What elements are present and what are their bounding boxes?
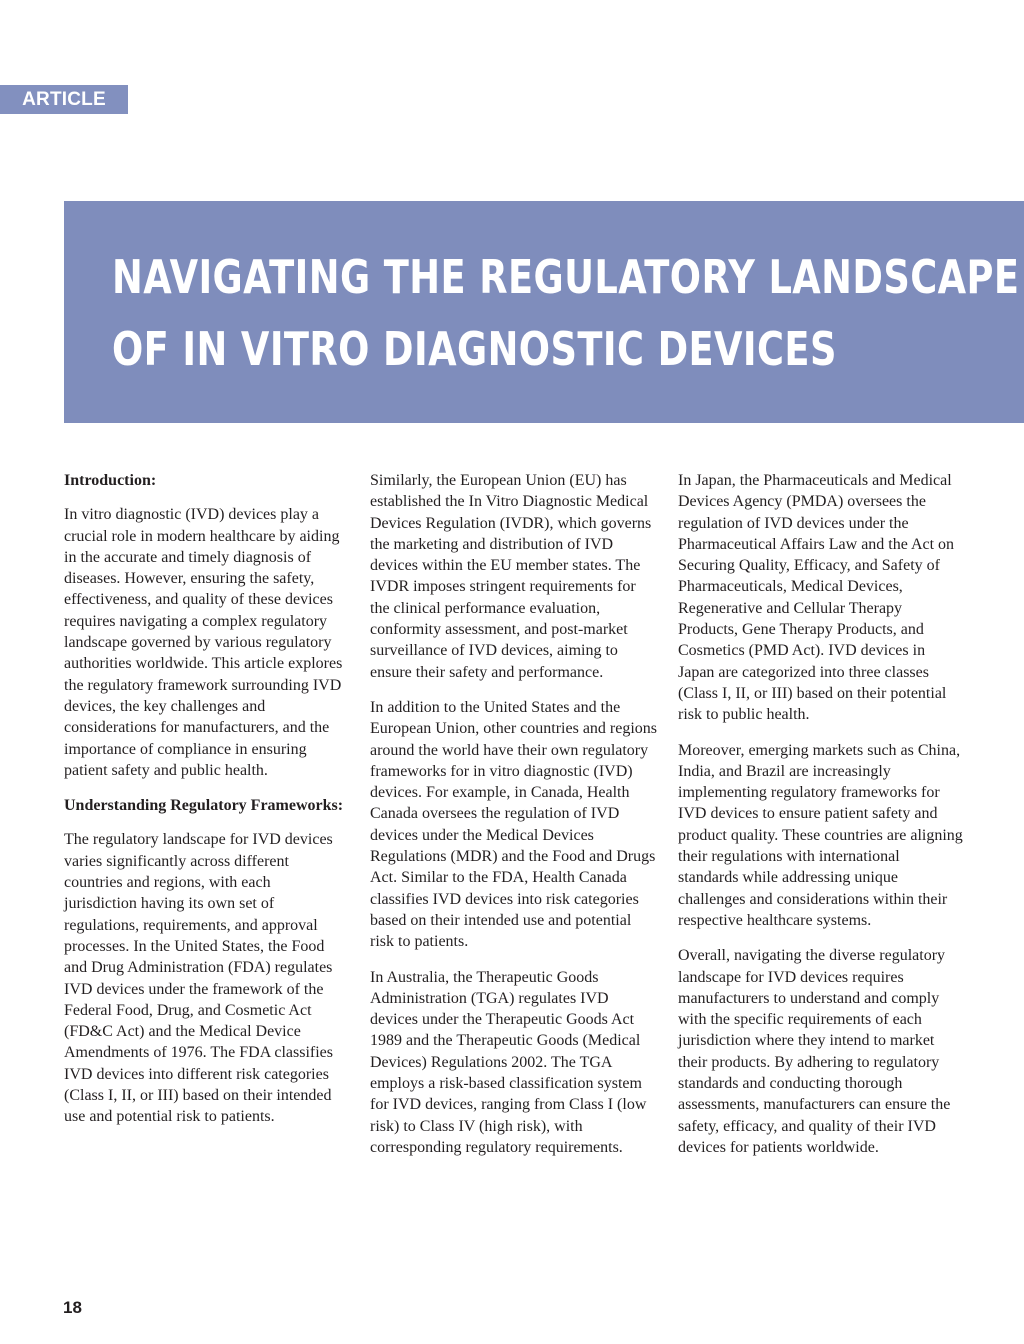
column-2: [370, 470, 658, 1172]
section-tag: ARTICLE: [0, 85, 128, 114]
paragraph-conclusion: Overall, navigating the diverse regulatory landscape for IVD devices requires manufacturers to understand and comply with the specific requirements of each jurisdiction where they intend to market their products. By adhering to regulatory standards and conducting thorough assessments, manufacturers can ensure the safety, efficacy, and quality of their IVD devices for patients worldwide.: [678, 947, 951, 1156]
paragraph-us-regulation: The regulatory landscape for IVD devices varies significantly across different countries and regions, with each jurisdiction having its own set of regulations, requirements, and approval processes. In the United States, the Food and Drug Administration (FDA) regulates IVD devices under the framework of the Federal Food, Drug, and Cosmetic Act (FD&C Act) and the Medical Device Amendments of 1976. The FDA classifies IVD devices into different risk categories (Class I, II, or III) based on their intended use and potential risk to patients.: [64, 831, 334, 1126]
paragraph-emerging-markets: Moreover, emerging markets such as China, India, and Brazil are increasingly implementing regulatory frameworks for IVD devices to ensure patient safety and product quality. These countries are aligning their regulations with international standards while addressing unique challenges and considerations within their respective healthcare systems.: [678, 741, 963, 929]
article-title-line-2: OF IN VITRO DIAGNOSTIC DEVICES: [112, 322, 837, 376]
paragraph-introduction: In vitro diagnostic (IVD) devices play a crucial role in modern healthcare by aiding in the accurate and timely diagnosis of diseases. However, ensuring the safety, effectiveness, and quality of these devices requires navigating a complex regulatory landscape governed by various regulatory authorities worldwide. This article explores the regulatory framework surrounding IVD devices, the key challenges and considerations for manufacturers, and the importance of compliance in ensuring patient safety and public health.: [64, 506, 343, 779]
column-3: [678, 470, 964, 1172]
paragraph-japan-regulation: In Japan, the Pharmaceuticals and Medical Devices Agency (PMDA) oversees the regulation of IVD devices under the Pharmaceutical Affairs Law and the Act on Securing Quality, Efficacy, and Safety of Pharmaceuticals, Medical Devices, Regenerative and Cellular Therapy Products, Gene Therapy Products, and Cosmetics (PMD Act). IVD devices in Japan are categorized into three classes (Class I, II, or III) based on their potential risk to public health.: [678, 472, 955, 724]
article-title: [112, 241, 1019, 385]
paragraph-australia-regulation: In Australia, the Therapeutic Goods Administration (TGA) regulates IVD devices under the Therapeutic Goods Act 1989 and the Therapeutic Goods (Medical Devices) Regulations 2002. The TGA employs a risk-based classification system for IVD devices, ranging from Class I (low risk) to Class IV (high risk), with corresponding regulatory requirements.: [370, 968, 647, 1156]
page-number: 18: [63, 1298, 82, 1317]
heading-understanding-frameworks: Understanding Regulatory Frameworks:: [64, 797, 344, 815]
column-1: [64, 470, 346, 1142]
title-banner: [64, 201, 1024, 423]
article-title-line-1: NAVIGATING THE REGULATORY LANDSCAPE: [112, 250, 1020, 304]
paragraph-eu-regulation: Similarly, the European Union (EU) has established the In Vitro Diagnostic Medical Devices Regulation (IVDR), which governs the marketing and distribution of IVD devices within the EU member states. The IVDR imposes stringent requirements for the clinical performance evaluation, conformity assessment, and post-market surveillance of IVD devices, aiming to ensure their safety and performance.: [370, 472, 652, 681]
paragraph-canada-regulation: In addition to the United States and the European Union, other countries and regions around the world have their own regulatory frameworks for in vitro diagnostic (IVD) devices. For example, in Canada, Health Canada oversees the regulation of IVD devices under the Medical Devices Regulations (MDR) and the Food and Drugs Act. Similar to the FDA, Health Canada classifies IVD devices into risk categories based on their intended use and potential risk to patients.: [370, 698, 658, 951]
heading-introduction: Introduction:: [64, 472, 157, 489]
